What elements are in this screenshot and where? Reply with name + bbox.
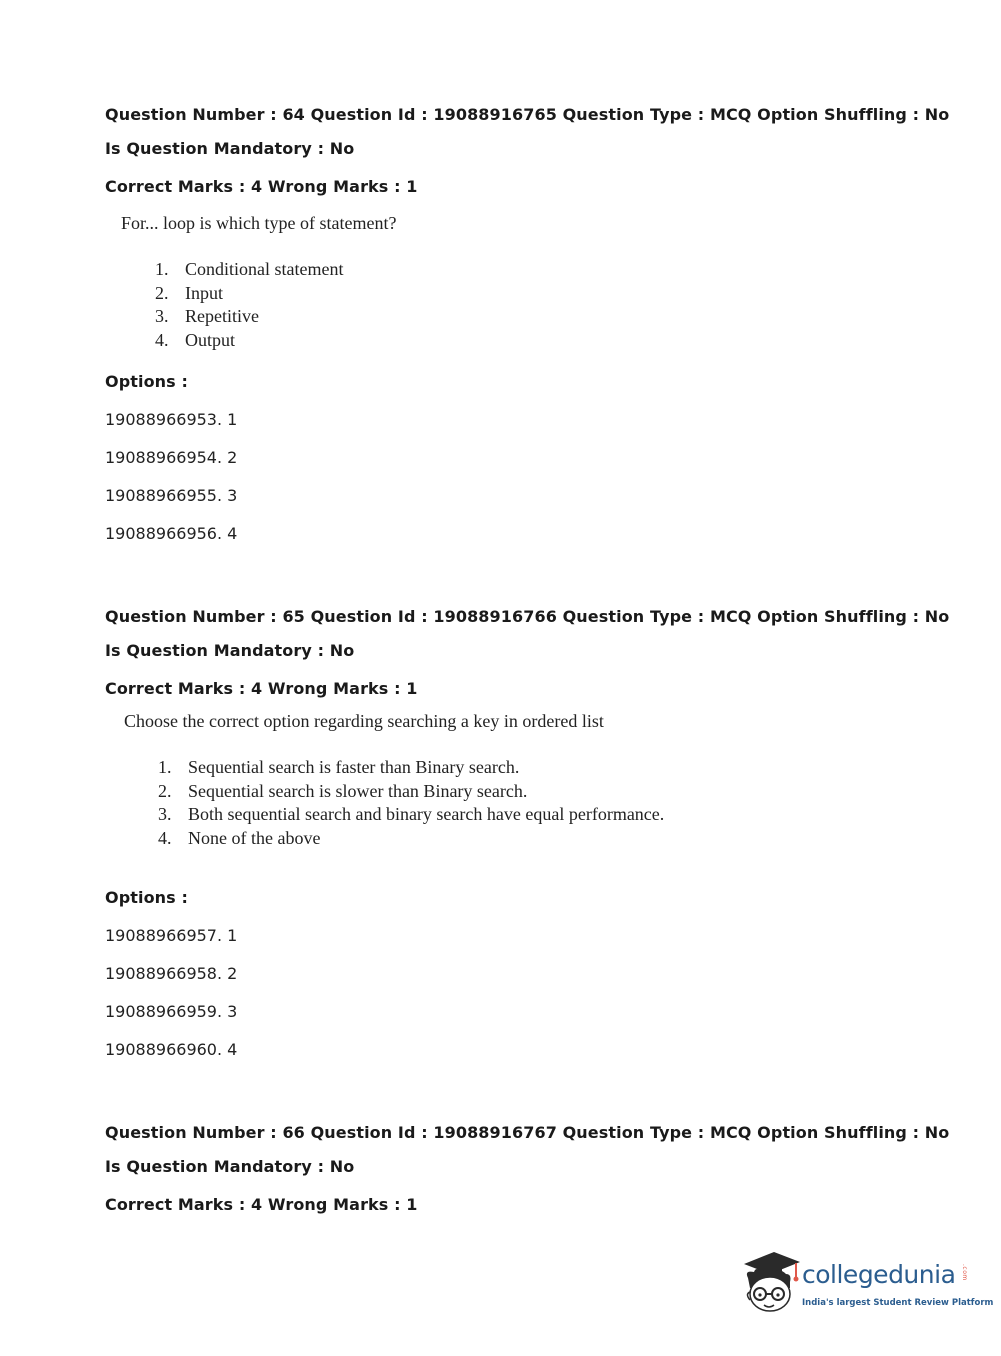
question-header: Question Number : 65 Question Id : 19088916766 Question Type : MCQ Option Shuffling : No xyxy=(105,607,950,626)
option-item: 19088966959. 3 xyxy=(105,1002,238,1021)
student-mascot-icon xyxy=(740,1248,802,1318)
option-item: 19088966953. 1 xyxy=(105,410,238,429)
choice-item: 1. Conditional statement xyxy=(155,259,344,279)
logo-wordmark: collegedunia xyxy=(802,1260,956,1289)
choice-item: 2. Input xyxy=(155,282,223,303)
choice-item: 3. Both sequential search and binary search have equal performance. xyxy=(158,804,665,824)
question-marks: Correct Marks : 4 Wrong Marks : 1 xyxy=(105,679,418,698)
choice-item: 4. None of the above xyxy=(158,827,321,848)
question-stem: For... loop is which type of statement? xyxy=(121,213,397,233)
question-header: Question Number : 64 Question Id : 19088916765 Question Type : MCQ Option Shuffling : No xyxy=(105,105,950,124)
choice-item: 2. Sequential search is slower than Binary search. xyxy=(158,780,528,801)
question-marks: Correct Marks : 4 Wrong Marks : 1 xyxy=(105,177,418,196)
question-choices xyxy=(158,756,664,850)
options-label: Options : xyxy=(105,888,188,907)
question-choices xyxy=(155,258,343,352)
option-item: 19088966957. 1 xyxy=(105,926,238,945)
options-label: Options : xyxy=(105,372,188,391)
option-item: 19088966960. 4 xyxy=(105,1040,238,1059)
choice-item: 3. Repetitive xyxy=(155,306,259,326)
question-mandatory: Is Question Mandatory : No xyxy=(105,641,355,660)
question-mandatory: Is Question Mandatory : No xyxy=(105,139,355,158)
logo-tagline: India's largest Student Review Platform xyxy=(802,1298,994,1308)
question-mandatory: Is Question Mandatory : No xyxy=(105,1157,355,1176)
question-header: Question Number : 66 Question Id : 19088916767 Question Type : MCQ Option Shuffling : No xyxy=(105,1123,950,1142)
choice-item: 1. Sequential search is faster than Binary search. xyxy=(158,757,520,777)
logo-suffix: .com xyxy=(961,1264,968,1281)
option-item: 19088966958. 2 xyxy=(105,964,238,983)
choice-item: 4. Output xyxy=(155,329,236,350)
question-stem: Choose the correct option regarding searching a key in ordered list xyxy=(124,711,604,731)
collegedunia-logo xyxy=(740,1248,994,1318)
option-item: 19088966956. 4 xyxy=(105,524,238,543)
option-item: 19088966954. 2 xyxy=(105,448,238,467)
option-item: 19088966955. 3 xyxy=(105,486,238,505)
question-marks: Correct Marks : 4 Wrong Marks : 1 xyxy=(105,1195,418,1214)
